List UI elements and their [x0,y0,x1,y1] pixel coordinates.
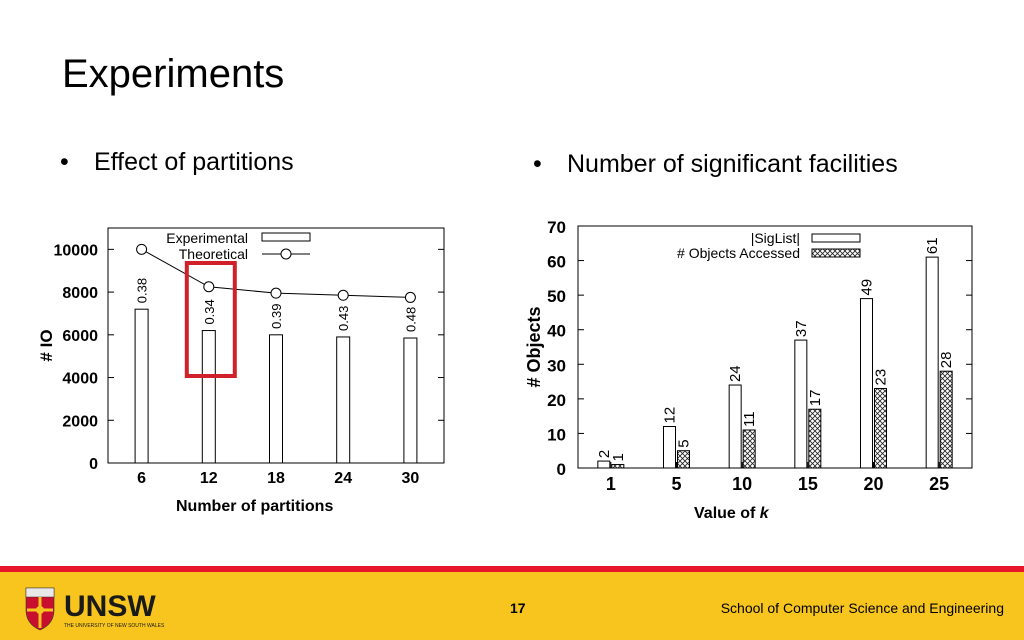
bullet-text: Number of significant facilities [567,150,898,178]
objects-value-label: 1 [609,453,627,462]
y-tick-label: 70 [547,218,566,237]
x-tick-label: 18 [267,470,285,487]
siglist-bar [861,299,873,468]
siglist-value-label: 24 [727,365,745,383]
x-tick-label: 6 [137,470,147,487]
experimental-bar [135,309,148,463]
x-tick-label: 25 [929,474,950,494]
y-tick-label: 2000 [62,413,98,431]
objects-accessed-bar [743,430,755,468]
theoretical-point [271,288,281,298]
legend-label-experimental: Experimental [166,230,248,246]
significant-facilities-chart [520,216,980,500]
y-tick-label: 10000 [53,242,98,260]
y-tick-label: 8000 [62,285,98,303]
y-tick-label: 4000 [62,370,98,388]
siglist-bar [664,427,676,468]
experimental-bar [202,331,215,463]
logo-wordmark: UNSW [64,590,156,623]
y-tick-label: 60 [547,252,566,272]
legend-marker-theoretical [281,249,291,259]
objects-value-label: 5 [675,439,693,448]
y-tick-label: 0 [89,456,98,473]
y-tick-label: 0 [556,460,566,479]
bullet-effect-of-partitions [60,148,294,177]
bar-value-label: 0.43 [336,305,352,331]
objects-value-label: 23 [872,368,890,386]
theoretical-point [405,292,415,302]
siglist-bar [598,461,610,468]
bullet-symbol: • [60,148,69,176]
x-tick-label: 1 [605,474,616,494]
partitions-chart [30,220,460,490]
k-xlabel-text: Value of [694,505,760,522]
x-tick-label: 15 [797,474,818,494]
y-tick-label: 20 [547,390,566,410]
bar-value-label: 0.34 [201,299,217,325]
objects-value-label: 11 [741,411,759,427]
plot-frame [578,226,972,468]
bar-value-label: 0.39 [269,303,284,329]
legend-label-objects: # Objects Accessed [677,245,800,261]
objects-accessed-bar [809,409,821,468]
siglist-value-label: 61 [924,237,942,255]
unsw-logo [24,584,174,632]
y-tick-label: 50 [547,287,566,307]
x-tick-label: 24 [334,470,353,487]
bullet-symbol: • [533,150,542,178]
siglist-bar [729,385,741,468]
y-axis-label: # IO [37,329,56,362]
objects-value-label: 28 [938,351,956,369]
experimental-bar [337,337,350,463]
partitions-xlabel: Number of partitions [176,498,334,515]
x-tick-label: 30 [401,470,420,487]
legend-label-siglist: |SigList| [750,230,800,246]
k-xlabel [694,505,769,523]
experimental-bar [404,338,417,463]
bar-value-label: 0.48 [403,306,419,333]
objects-accessed-bar [678,451,690,468]
objects-accessed-bar [612,465,624,468]
x-tick-label: 5 [671,474,682,494]
legend-swatch-experimental [262,233,310,241]
slide-title: Experiments [62,52,285,96]
bar-value-label: 0.38 [134,277,150,304]
objects-accessed-bar [875,388,887,468]
x-tick-label: 12 [199,470,218,487]
y-tick-label: 6000 [62,327,98,345]
bullet-text: Effect of partitions [94,148,294,176]
y-axis-label: # Objects [524,306,544,388]
siglist-value-label: 2 [595,449,613,459]
legend-label-theoretical: Theoretical [178,246,248,262]
x-tick-label: 20 [863,474,884,494]
legend-swatch-siglist [812,234,860,242]
siglist-value-label: 37 [792,320,810,338]
siglist-value-label: 12 [661,406,679,424]
theoretical-point [204,282,214,292]
legend-swatch-objects [812,249,860,257]
theoretical-point [137,244,147,254]
page-number: 17 [510,600,526,616]
siglist-bar [926,257,938,468]
school-name: School of Computer Science and Engineering [720,600,1004,616]
logo-subtext: THE UNIVERSITY OF NEW SOUTH WALES [64,623,165,629]
y-tick-label: 30 [547,356,566,376]
k-xlabel-var: k [759,505,769,522]
x-tick-label: 10 [732,474,753,494]
y-tick-label: 10 [547,425,566,445]
siglist-value-label: 49 [858,278,876,296]
bullet-significant-facilities [533,150,898,179]
siglist-bar [795,340,807,468]
theoretical-point [338,290,348,300]
experimental-bar [270,335,283,463]
y-tick-label: 40 [547,321,566,341]
objects-value-label: 17 [806,389,824,407]
objects-accessed-bar [940,371,952,468]
